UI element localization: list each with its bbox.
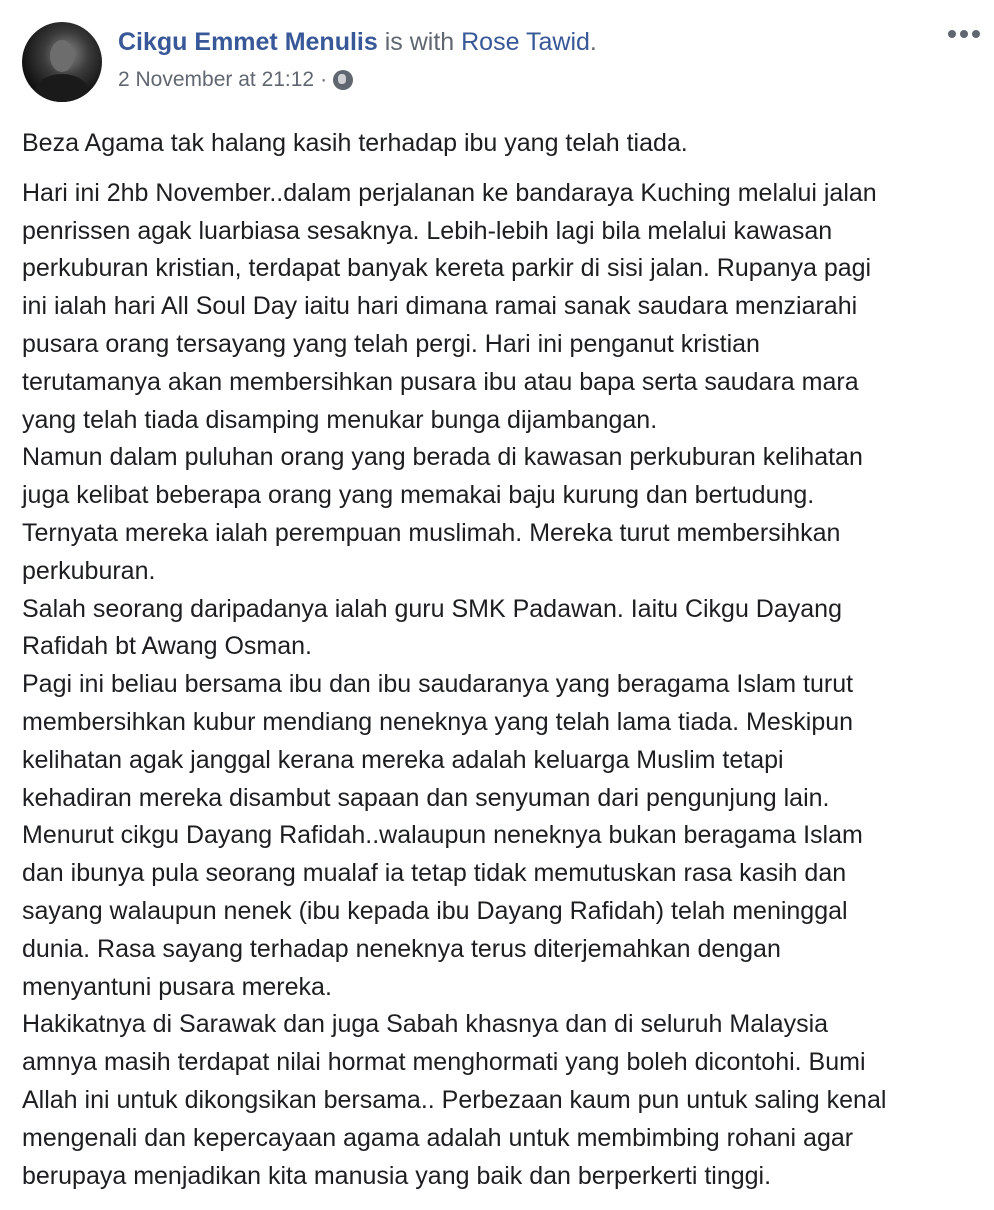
post-timestamp[interactable]: 2 November at 21:12 — [118, 68, 315, 91]
post-text-line: Menurut cikgu Dayang Rafidah..walaupun neneknya bukan beragama Islam — [22, 821, 863, 850]
post-text — [22, 175, 982, 1196]
post-text-line: Salah seorang daripadanya ialah guru SMK Padawan. Iaitu Cikgu Dayang — [22, 594, 842, 623]
post-text-line: mengenali dan kepercayaan agama adalah untuk membimbing rohani agar — [22, 1123, 854, 1152]
post-title-line: Beza Agama tak halang kasih terhadap ibu yang telah tiada. — [22, 129, 688, 157]
post-text-line: pusara orang tersayang yang telah pergi. Hari ini penganut kristian — [22, 329, 760, 358]
post-text-line: kehadiran mereka disambut sapaan dan senyuman dari pengunjung lain. — [22, 783, 830, 812]
post-body — [22, 125, 982, 1195]
post-text-line: Hakikatnya di Sarawak dan juga Sabah khasnya dan di seluruh Malaysia — [22, 1010, 829, 1039]
post-text-line: dunia. Rasa sayang terhadap neneknya terus diterjemahkan dengan — [22, 934, 781, 963]
post-text-line: perkuburan. — [22, 556, 156, 585]
post-text-line: menyantuni pusara mereka. — [22, 972, 332, 1001]
tagged-user-link[interactable]: Rose Tawid — [461, 28, 590, 56]
globe-icon[interactable] — [333, 70, 353, 90]
post-text-line: dan ibunya pula seorang mualaf ia tetap tidak memutuskan rasa kasih dan — [22, 859, 847, 888]
separator: · — [320, 68, 328, 91]
post-text-line: yang telah tiada disamping menukar bunga dijambangan. — [22, 405, 658, 434]
more-options-icon[interactable] — [948, 30, 980, 38]
author-link[interactable]: Cikgu Emmet Menulis — [118, 28, 378, 56]
post-text-line: terutamanya akan membersihkan pusara ibu atau bapa serta saudara mara — [22, 367, 859, 396]
post-text-line: amnya masih terdapat nilai hormat menghormati yang boleh dicontohi. Bumi — [22, 1048, 866, 1077]
post-text-line: perkuburan kristian, terdapat banyak kereta parkir di sisi jalan. Rupanya pagi — [22, 254, 872, 283]
post-text-line: sayang walaupun nenek (ibu kepada ibu Dayang Rafidah) telah meninggal — [22, 896, 848, 925]
author-avatar[interactable] — [22, 22, 102, 102]
post-meta — [118, 68, 353, 92]
post-text-line: Ternyata mereka ialah perempuan muslimah. Mereka turut membersihkan — [22, 518, 841, 547]
period: . — [589, 28, 597, 56]
post-text-line: berupaya menjadikan kita manusia yang baik dan berperkerti tinggi. — [22, 1161, 772, 1190]
post-text-line: membersihkan kubur mendiang neneknya yang telah lama tiada. Meskipun — [22, 707, 854, 736]
post-text-line: kelihatan agak janggal kerana mereka adalah keluarga Muslim tetapi — [22, 745, 784, 774]
with-text: is with — [377, 28, 462, 56]
post-text-line: Namun dalam puluhan orang yang berada di kawasan perkuburan kelihatan — [22, 443, 863, 472]
post-text-line: ini ialah hari All Soul Day iaitu hari dimana ramai sanak saudara menziarahi — [22, 292, 858, 321]
post-text-line: penrissen agak luarbiasa sesaknya. Lebih-lebih lagi bila melalui kawasan — [22, 216, 833, 245]
post-text-line: juga kelibat beberapa orang yang memakai baju kurung dan bertudung. — [22, 481, 815, 510]
post-header — [0, 0, 994, 110]
post-text-line: Pagi ini beliau bersama ibu dan ibu saudaranya yang beragama Islam turut — [22, 670, 854, 699]
post-text-line: Hari ini 2hb November..dalam perjalanan ke bandaraya Kuching melalui jalan — [22, 178, 877, 207]
post-author-line — [118, 28, 597, 57]
post-text-line: Allah ini untuk dikongsikan bersama.. Perbezaan kaum pun untuk saling kenal — [22, 1085, 887, 1114]
post-text-line: Rafidah bt Awang Osman. — [22, 632, 312, 661]
